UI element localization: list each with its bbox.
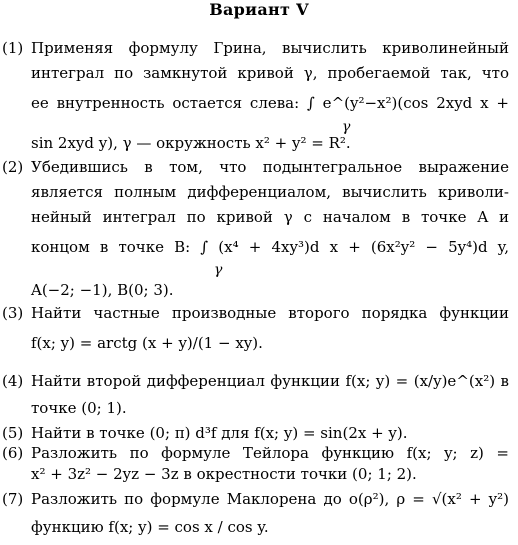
problem-6-line-2: x² + 3z² − 2yz − 3z в окрестности точки (0; 1; 2). bbox=[31, 465, 417, 483]
problem-2-integral-subscript: γ bbox=[214, 262, 223, 278]
problem-3-line-2: f(x; y) = arctg (x + y)/(1 − xy). bbox=[31, 334, 263, 352]
problem-2-line-4: концом в точке B: ∫ (x⁴ + 4xy³)d x + (6x²y² − 5y⁴)d y, bbox=[31, 238, 509, 256]
problem-5-line-1: Найти в точке (0; π) d³f для f(x; y) = sin(2x + y). bbox=[31, 424, 408, 442]
problem-7-line-1: Разложить по формуле Маклорена до o(ρ²), ρ = √(x² + y²) bbox=[31, 490, 509, 508]
problem-3-number: (3) bbox=[2, 304, 24, 322]
variant-title: Вариант V bbox=[209, 0, 309, 19]
problem-4-line-2: точке (0; 1). bbox=[31, 399, 127, 417]
problem-2-line-5: A(−2; −1), B(0; 3). bbox=[31, 281, 174, 299]
problem-2-number: (2) bbox=[2, 158, 24, 176]
problem-2-line-3: нейный интеграл по кривой γ с началом в точке A и bbox=[31, 208, 509, 226]
problem-1-line-1: Применяя формулу Грина, вычислить криволинейный bbox=[31, 39, 509, 57]
problem-7-number: (7) bbox=[2, 490, 24, 508]
problem-2-line-2: является полным дифференциалом, вычислить криволи- bbox=[31, 183, 509, 201]
problem-6-number: (6) bbox=[2, 444, 24, 462]
problem-3-line-1: Найти частные производные второго порядка функции bbox=[31, 304, 509, 322]
problem-1-integral-subscript: γ bbox=[342, 119, 351, 135]
problem-1-line-4: sin 2xyd y), γ — окружность x² + y² = R². bbox=[31, 134, 351, 152]
problem-4-number: (4) bbox=[2, 372, 24, 390]
problem-1-line-2: интеграл по замкнутой кривой γ, пробегаемой так, что bbox=[31, 64, 509, 82]
problem-5-number: (5) bbox=[2, 424, 24, 442]
problem-1-line-3: ее внутренность остается слева: ∫ e^(y²−x²)(cos 2xyd x + bbox=[31, 94, 509, 112]
problem-6-line-1: Разложить по формуле Тейлора функцию f(x; y; z) = bbox=[31, 444, 509, 462]
problem-1-number: (1) bbox=[2, 39, 24, 57]
problem-4-line-1: Найти второй дифференциал функции f(x; y) = (x/y)e^(x²) в bbox=[31, 372, 509, 390]
problem-2-line-1: Убедившись в том, что подынтегральное выражение bbox=[31, 158, 509, 176]
problem-7-line-2: функцию f(x; y) = cos x / cos y. bbox=[31, 518, 269, 536]
